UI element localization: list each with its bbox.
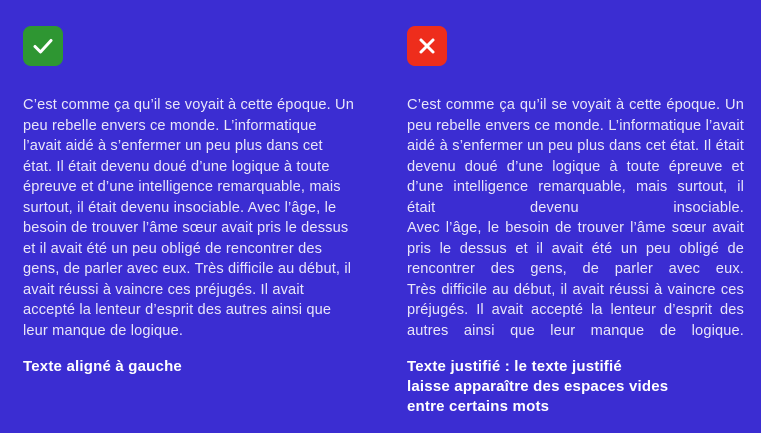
justified-column	[407, 26, 744, 416]
check-icon	[31, 34, 55, 58]
justified-paragraph-segment: C’est comme ça qu’il se voyait à cette époque. Un peu rebelle envers ce monde. L’informatique l’avait aidé à s’enfermer un peu plus dans cet état. Il était devenu doué d’une logique à toute épreuve et d’une intelligence remarquable, mais surtout, il était devenu insociable.	[407, 97, 744, 216]
left-column-caption: Texte aligné à gauche	[23, 358, 182, 375]
cross-icon	[416, 35, 438, 57]
justified-paragraph-segment: Avec l’âge, le besoin de trouver l’âme sœur avait pris le dessus et il avait été un peu obligé de rencontrer des gens, de parler avec eux.	[407, 220, 744, 277]
justified-paragraph	[407, 95, 744, 341]
justified-column-caption: Texte justifié : le texte justifié laisse apparaître des espaces vides entre certains mots	[407, 358, 669, 415]
left-aligned-paragraph: C’est comme ça qu’il se voyait à cette époque. Un peu rebelle envers ce monde. L’informatique l’avait aidé à s’enfermer un peu plus dans cet état. Il était devenu doué d’une logique à toute épreuve et d’une intelligence remarquable, mais surtout, il était devenu insociable. Avec l’âge, le besoin de trouver l’âme sœur avait pris le dessus et il avait été un peu obligé de rencontrer des gens, de parler avec eux. Très difficile au début, il avait réussi à vaincre ces préjugés. Il avait accepté la lenteur d’esprit des autres ainsi que leur manque de logique.	[23, 97, 355, 339]
left-aligned-column	[23, 26, 354, 416]
justified-paragraph-segment: Très difficile au début, il avait réussi à vaincre ces préjugés. Il avait accepté la lenteur d’esprit des autres ainsi que leur manque de logique.	[407, 281, 744, 339]
check-badge	[23, 26, 63, 66]
cross-badge	[407, 26, 447, 66]
